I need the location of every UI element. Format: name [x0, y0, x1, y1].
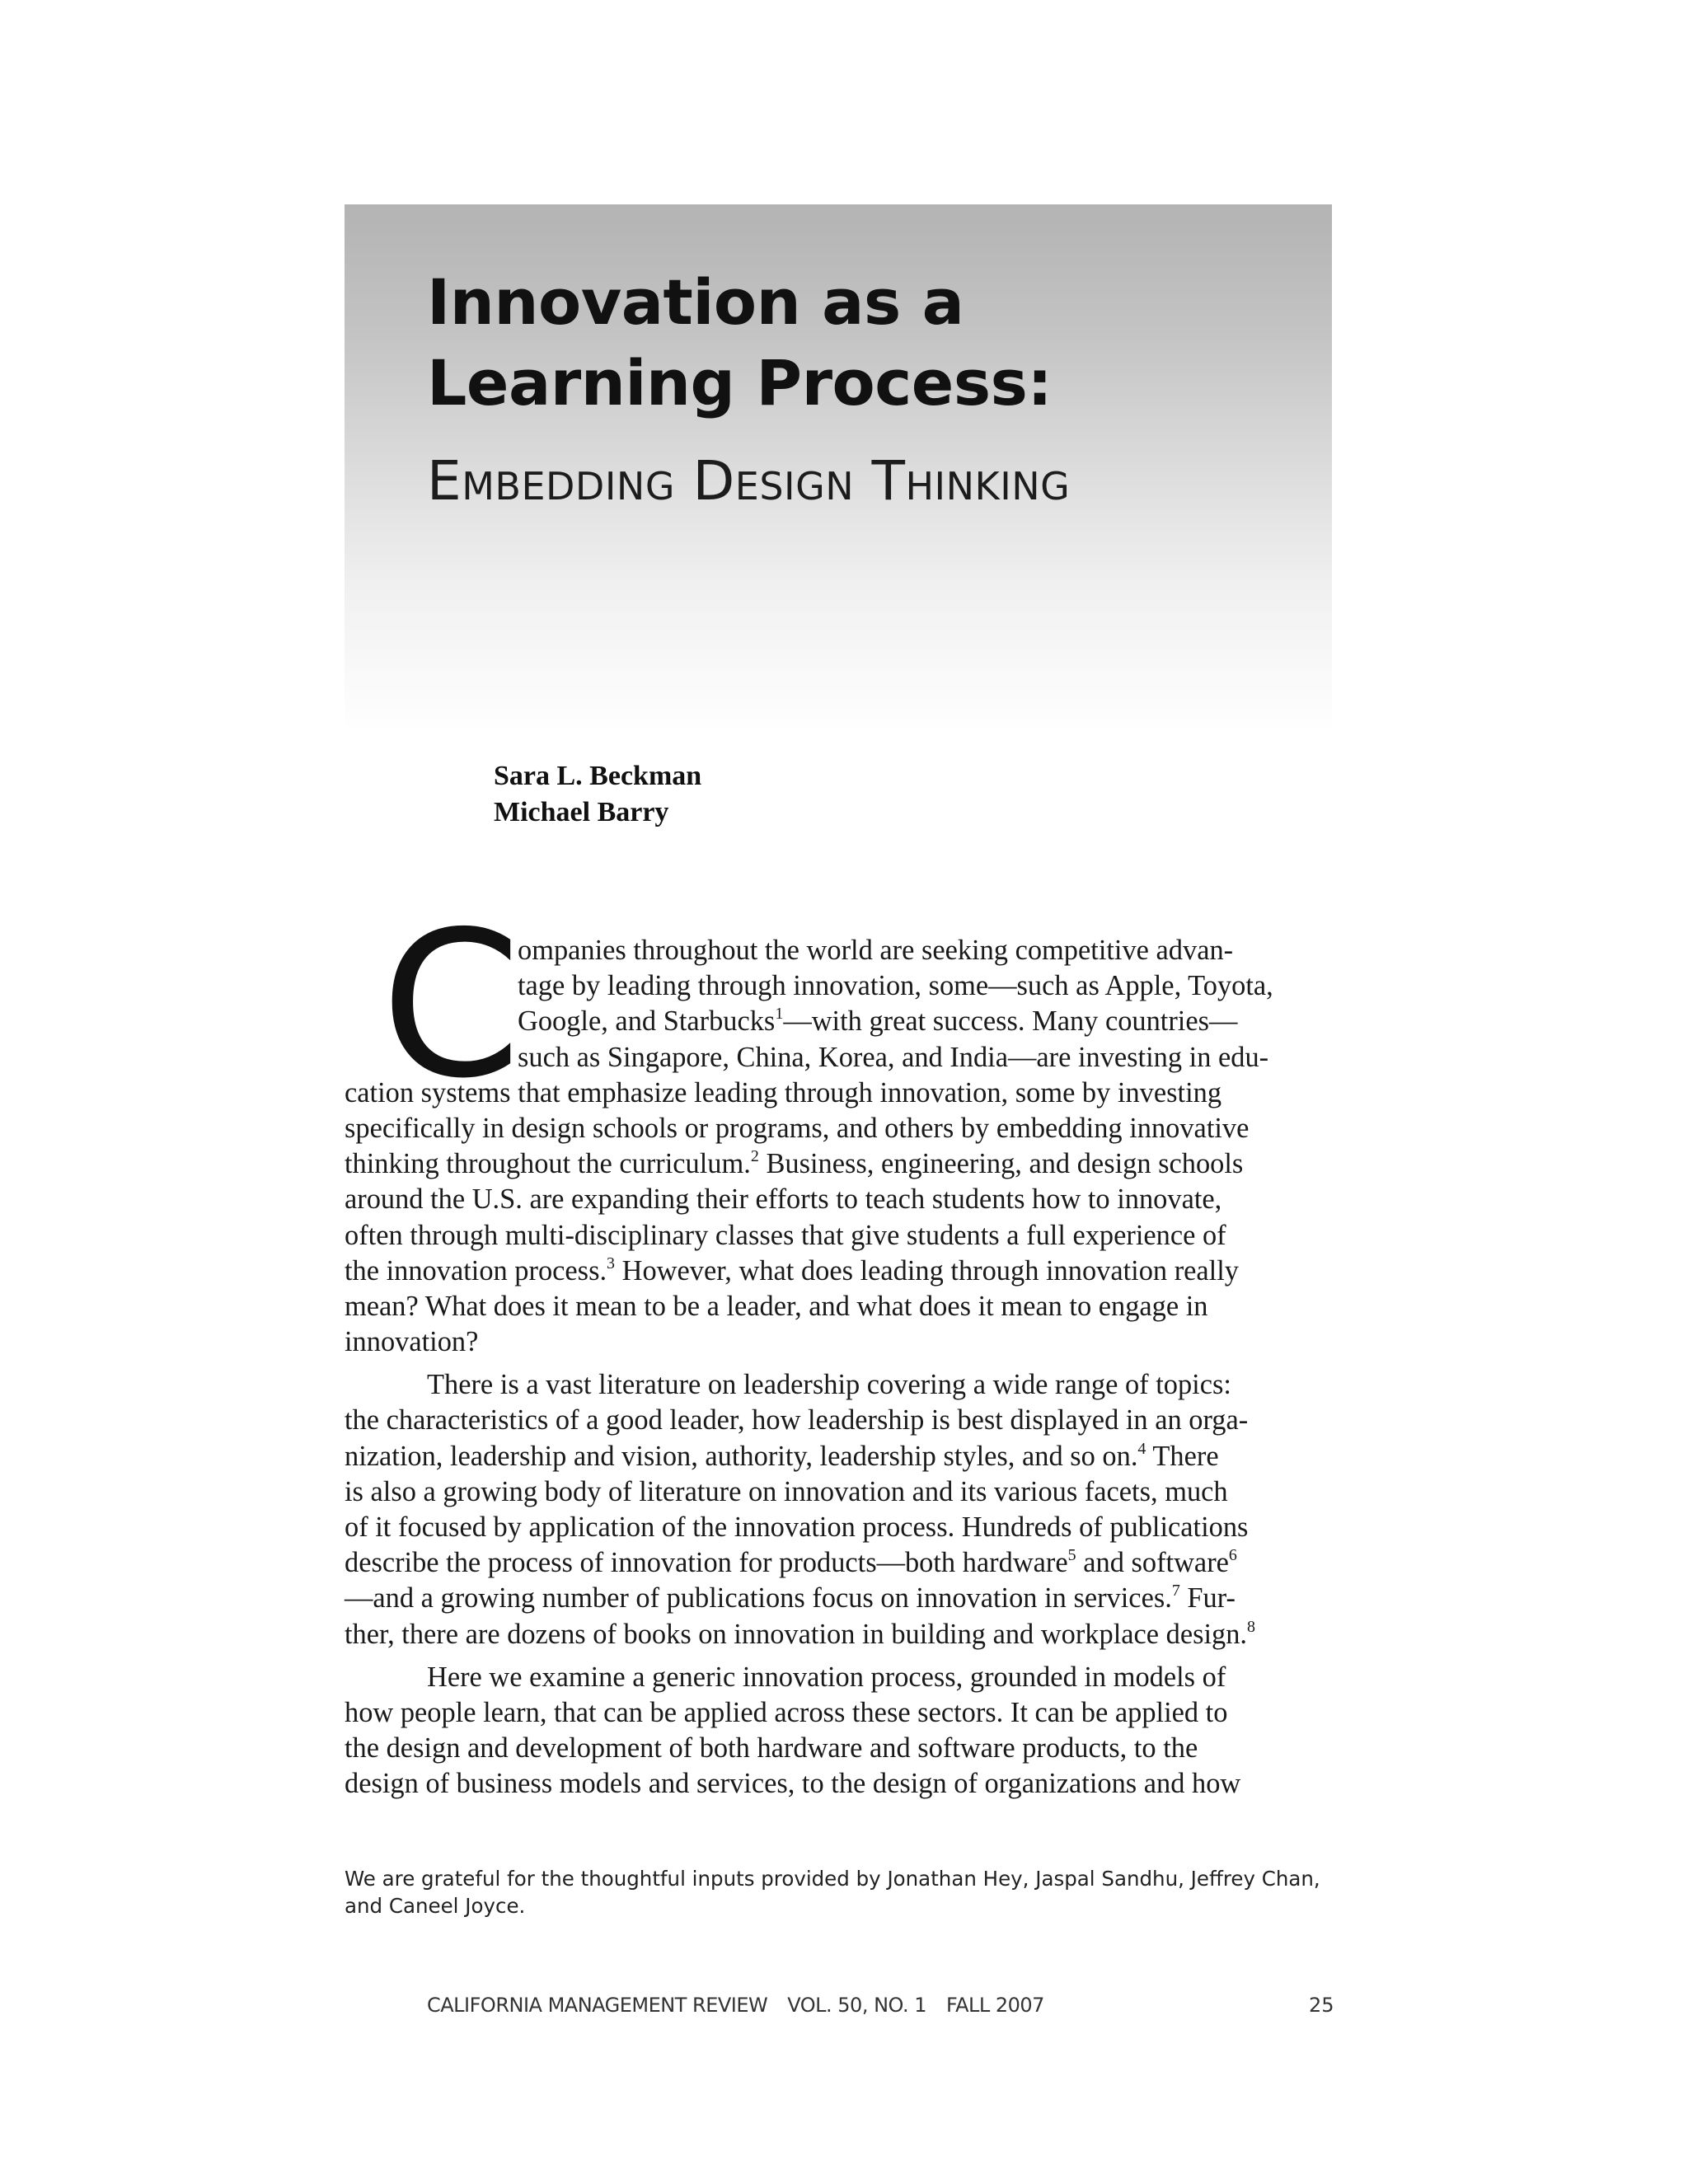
- footnote-ref[interactable]: 5: [1067, 1546, 1076, 1565]
- text-line: ompanies throughout the world are seeking competitive advan-: [518, 935, 1234, 966]
- running-footer: [427, 1993, 1044, 2018]
- title-block: [427, 262, 1317, 514]
- text-line: is also a growing body of literature on innovation and its various facets, much: [345, 1475, 1228, 1507]
- article-title-line-2: Learning Process:: [427, 346, 1053, 419]
- footnote-line: and Caneel Joyce.: [345, 1894, 526, 1918]
- text-line: around the U.S. are expanding their efforts to teach students how to innovate,: [345, 1183, 1222, 1216]
- text-line: describe the process of innovation for products—both hardware$^5$ and software$^6$: [345, 1546, 1237, 1579]
- page-number: 25: [1309, 1994, 1334, 2017]
- text-line: design of business models and services, to the design of organizations and how: [345, 1768, 1241, 1800]
- text-line: how people learn, that can be applied across these sectors. It can be applied to: [345, 1696, 1228, 1728]
- acknowledgment-footnote: [345, 1865, 1332, 1919]
- text-line: the characteristics of a good leader, how leadership is best displayed in an orga-: [345, 1404, 1249, 1436]
- journal-name: CALIFORNIA MANAGEMENT REVIEW: [427, 1994, 768, 2017]
- text-line: Here we examine a generic innovation process, grounded in models of: [427, 1661, 1226, 1693]
- text-line: thinking throughout the curriculum.$^2$ Business, engineering, and design schools: [345, 1147, 1244, 1180]
- footnote-ref[interactable]: 1: [775, 1005, 784, 1024]
- author-name: Sara L. Beckman: [494, 761, 702, 791]
- footnote-ref[interactable]: 3: [607, 1254, 616, 1272]
- text-line: mean? What does it mean to be a leader, and what does it mean to engage in: [345, 1290, 1208, 1322]
- issue-date: FALL 2007: [945, 1994, 1044, 2017]
- text-line: often through multi-disciplinary classes that give students a full experience of: [345, 1219, 1226, 1251]
- footnote-ref[interactable]: 4: [1137, 1439, 1146, 1458]
- footnote-ref[interactable]: 8: [1247, 1617, 1256, 1636]
- author-list: [494, 758, 701, 831]
- drop-cap: C: [381, 888, 522, 1122]
- footnote-ref[interactable]: 7: [1171, 1582, 1180, 1601]
- author-name: Michael Barry: [494, 797, 669, 827]
- text-line: tage by leading through innovation, some—such as Apple, Toyota,: [518, 970, 1273, 1002]
- text-line: the design and development of both hardware and software products, to the: [345, 1732, 1198, 1765]
- footnote-ref[interactable]: 6: [1228, 1546, 1237, 1565]
- text-line: nization, leadership and vision, authority, leadership styles, and so on.$^4$ There: [345, 1439, 1219, 1472]
- article-subtitle: Embedding Design Thinking: [427, 449, 1071, 513]
- text-line: the innovation process.$^3$ However, what does leading through innovation really: [345, 1254, 1239, 1286]
- text-line: —and a growing number of publications focus on innovation in services.$^7$ Fur-: [345, 1582, 1236, 1615]
- article-body: [345, 933, 1332, 1802]
- footnote-line: We are grateful for the thoughtful inputs provided by Jonathan Hey, Jaspal Sandhu, Jeffrey Chan,: [345, 1867, 1320, 1891]
- text-line: Google, and Starbucks$^1$—with great success. Many countries—: [518, 1005, 1238, 1038]
- text-line: cation systems that emphasize leading through innovation, some by investing: [345, 1076, 1222, 1108]
- text-line: such as Singapore, China, Korea, and India—are investing in edu-: [518, 1041, 1269, 1073]
- text-line: innovation?: [345, 1326, 479, 1358]
- footnote-ref[interactable]: 2: [750, 1147, 759, 1166]
- volume-number: VOL. 50, NO. 1: [787, 1994, 926, 2017]
- text-line: of it focused by application of the innovation process. Hundreds of publications: [345, 1511, 1249, 1543]
- text-line: There is a vast literature on leadership covering a wide range of topics:: [427, 1369, 1231, 1401]
- article-title-line-1: Innovation as a: [427, 265, 964, 339]
- text-line: ther, there are dozens of books on innovation in building and workplace design.$^8$: [345, 1617, 1256, 1650]
- text-line: specifically in design schools or programs, and others by embedding innovative: [345, 1112, 1250, 1144]
